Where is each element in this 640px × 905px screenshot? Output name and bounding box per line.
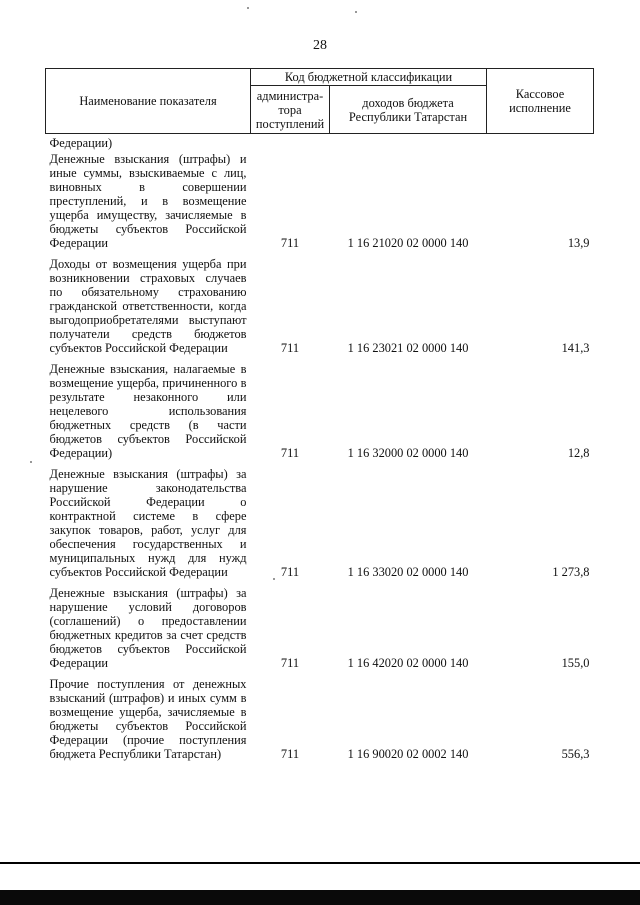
- scan-bottom-edge: [0, 890, 640, 905]
- scan-speck: [247, 7, 249, 9]
- row-name: Прочие поступления от денежных взысканий (штрафов) и иных сумм в возмещение ущерба, зачисляемые в бюджеты субъектов Российской Федерации (прочие поступления бюджета Республики Татарстан): [49, 677, 247, 761]
- header-indicator-name: Наименование показателя: [46, 69, 251, 134]
- row-name: Денежные взыскания (штрафы) и иные суммы, взыскиваемые с лиц, виновных в совершении преступлений, и в возмещение ущерба имуществу, зачисляемые в бюджеты субъектов Российской Федерации: [49, 152, 247, 250]
- scan-bottom-rule: [0, 862, 640, 864]
- table-row: [46, 359, 594, 464]
- row-name: Денежные взыскания (штрафы) за нарушение законодательства Российской Федерации о контрактной системе в сфере закупок товаров, работ, услуг для обеспечения государственных и муниципальных нужд для нужд субъектов Российской Федерации: [49, 467, 247, 579]
- continuation-text: Федерации): [49, 136, 113, 150]
- row-execution-value: 155,0: [561, 656, 590, 670]
- table-row: [46, 254, 594, 359]
- row-name: Денежные взыскания (штрафы) за нарушение условий договоров (соглашений) о предоставлении бюджетных кредитов за счет средств бюджетов субъектов Российской Федерации: [49, 586, 247, 670]
- row-admin-code: 711: [280, 565, 300, 579]
- header-classification-code: Код бюджетной классификации: [251, 69, 487, 86]
- row-income-code: 1 16 33020 02 0000 140: [347, 565, 469, 579]
- table-row: [46, 152, 594, 254]
- row-name: Денежные взыскания, налагаемые в возмещение ущерба, причиненного в результате незаконного или нецелевого использования бюджетных средств (в части бюджетов субъектов Российской Федерации): [49, 362, 247, 460]
- scan-speck: [30, 461, 32, 463]
- row-admin-code: 711: [280, 656, 300, 670]
- row-execution-value: 12,8: [567, 446, 590, 460]
- row-execution-value: 13,9: [567, 236, 590, 250]
- row-name: Доходы от возмещения ущерба при возникновении страховых случаев по обязательному страхованию гражданской ответственности, когда выгодоприобретателями выступают получатели средств бюджетов субъектов Российской Федерации: [49, 257, 247, 355]
- scan-speck: [355, 11, 357, 13]
- table-row: [46, 464, 594, 583]
- continuation-row: [46, 134, 594, 153]
- budget-revenue-table: [45, 68, 594, 765]
- header-administrator: администра-тора поступлений: [251, 86, 330, 134]
- table-row: [46, 674, 594, 765]
- row-income-code: 1 16 23021 02 0000 140: [347, 341, 469, 355]
- row-admin-code: 711: [280, 236, 300, 250]
- scan-speck: [273, 578, 275, 580]
- row-income-code: 1 16 90020 02 0002 140: [347, 747, 469, 761]
- row-execution-value: 556,3: [561, 747, 590, 761]
- row-admin-code: 711: [280, 747, 300, 761]
- row-income-code: 1 16 32000 02 0000 140: [347, 446, 469, 460]
- header-income-code: доходов бюджета Республики Татарстан: [330, 86, 487, 134]
- row-admin-code: 711: [280, 446, 300, 460]
- row-admin-code: 711: [280, 341, 300, 355]
- table-row: [46, 583, 594, 674]
- row-income-code: 1 16 21020 02 0000 140: [347, 236, 469, 250]
- row-execution-value: 141,3: [561, 341, 590, 355]
- header-cash-execution: Кассовое исполнение: [487, 69, 594, 134]
- row-income-code: 1 16 42020 02 0000 140: [347, 656, 469, 670]
- row-execution-value: 1 273,8: [552, 565, 590, 579]
- page-number: 28: [313, 38, 327, 53]
